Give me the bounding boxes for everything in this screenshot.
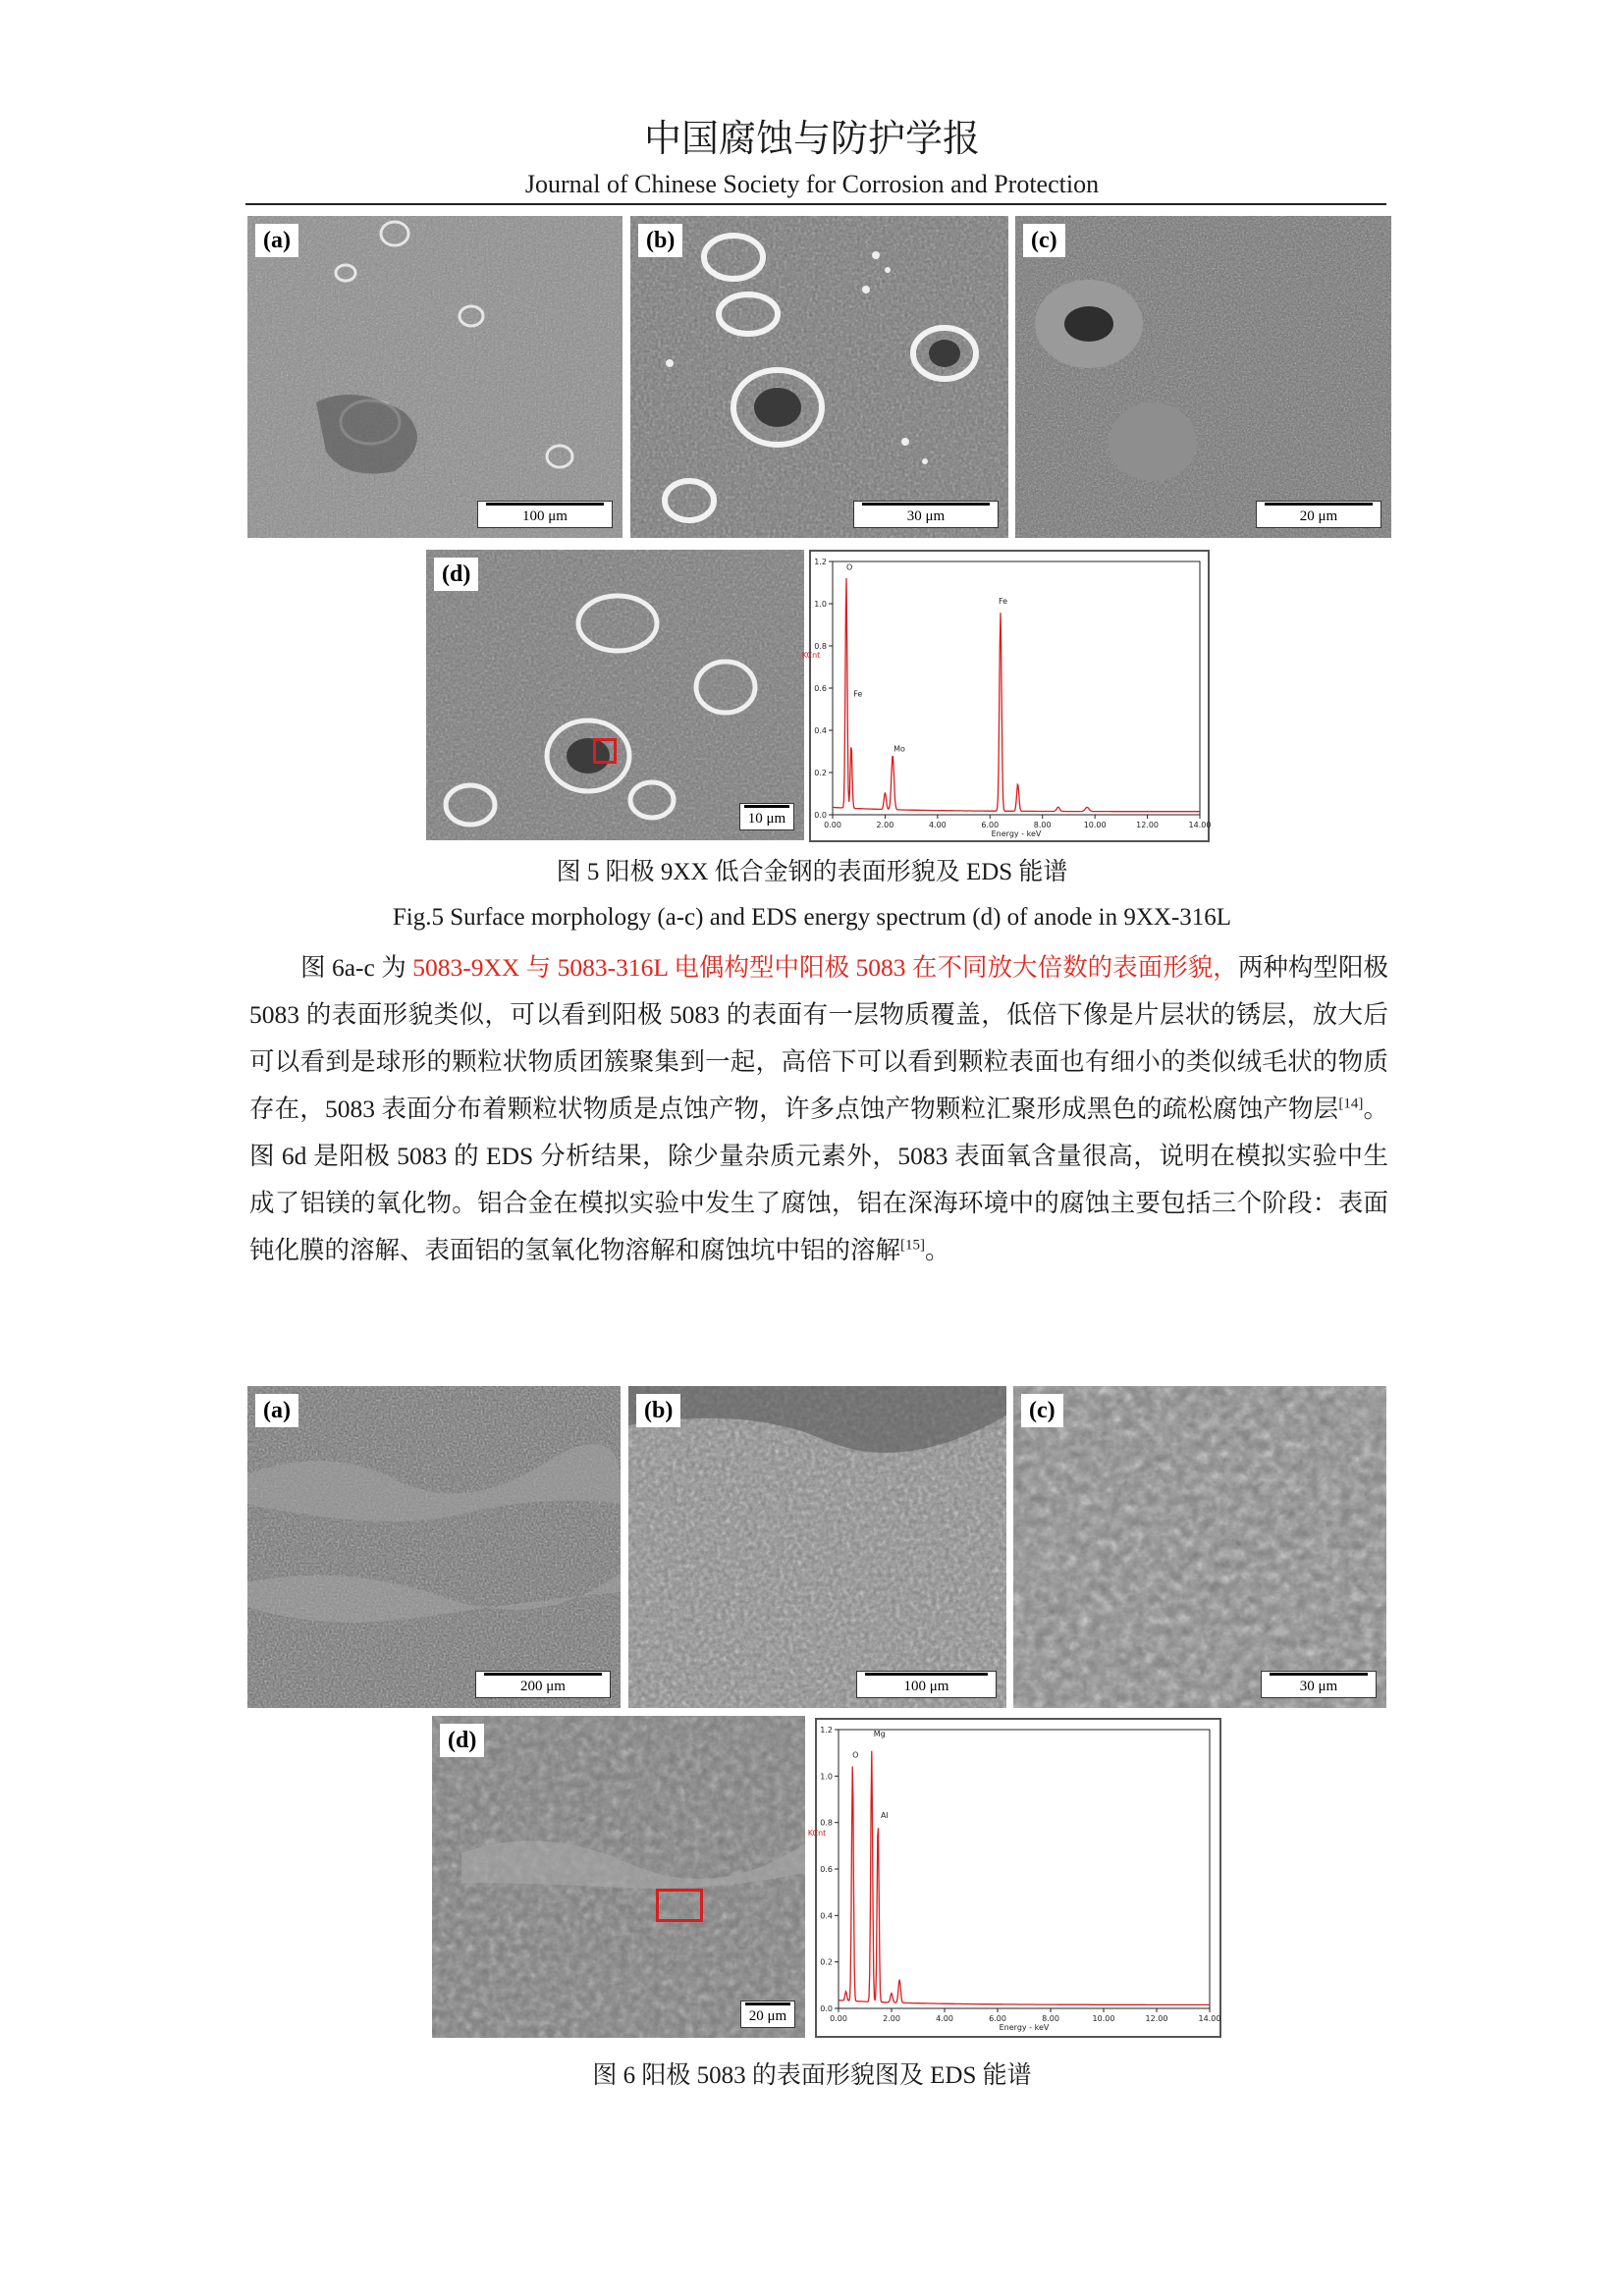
citation-14: [14] [1338,1095,1364,1112]
fig6-panel-b-scale-label: 100 μm [903,1679,949,1694]
fig6-eds-trace [839,1751,1210,2005]
fig6-eds-yaxis-label: KCnt [807,1828,827,1838]
fig6-eds-xtick-label: 12.00 [1145,2014,1168,2023]
fig6-panel-c-scale-label: 30 μm [1299,1679,1338,1694]
fig6-panel-a-tag: (a) [255,1394,298,1427]
fig6-panel-b-tag: (b) [636,1394,680,1427]
fig5-panel-b-scalebar [853,501,999,528]
fig5-eds-trace [833,578,1200,812]
fig6-eds-plot [807,1720,1221,2036]
fig5-eds-xtick-label: 12.00 [1136,821,1160,829]
fig5-eds-xaxis-label: Energy - keV [991,829,1042,838]
fig5-eds-xtick-label: 8.00 [1033,821,1052,829]
paragraph-part3: 。 [925,1236,950,1264]
fig6-panel-a [247,1386,621,1708]
fig6-caption-cn: 图 6 阳极 5083 的表面形貌图及 EDS 能谱 [592,2062,1032,2089]
body-paragraph [249,944,1388,1274]
fig6-eds-ytick-label: 0.6 [820,1865,833,1874]
fig5-caption-cn: 图 5 阳极 9XX 低合金钢的表面形貌及 EDS 能谱 [556,859,1068,885]
fig5-eds-xtick-label: 0.00 [824,821,841,829]
fig6-panel-c [1013,1386,1386,1708]
fig6-panel-a-scale-label: 200 μm [520,1679,566,1694]
header-rule [245,203,1386,205]
fig6-panel-d-tag: (d) [440,1724,484,1757]
fig5-panel-a-scale-label: 100 μm [522,508,568,524]
fig6-panel-d [432,1716,805,2038]
fig5-panel-d-scale-label: 10 μm [747,811,786,827]
paragraph-part2: 。图 6d 是阳极 5083 的 EDS 分析结果，除少量杂质元素外，5083 表面氧含量很高，说明在模拟实验中生成了铝镁的氧化物。铝合金在模拟实验中发生了腐蚀，铝在深海环境中的腐蚀主要包括三个阶段：表面钝化膜的溶解、表面铝的氢氧化物溶解和腐蚀坑中铝的溶解 [249,1095,1388,1264]
fig5-panel-c-scalebar [1256,501,1381,528]
fig6-eds-ytick-label: 0.4 [820,1911,833,1921]
fig5-eds-xtick-label: 6.00 [981,821,1000,829]
fig5-eds-ytick-label: 0.8 [814,642,827,651]
fig5-panel-c [1015,216,1391,538]
fig6-eds-xtick-label: 10.00 [1092,2014,1115,2023]
fig6-eds-spectrum [807,1718,1221,2038]
fig5-eds-ytick-label: 0.6 [814,684,827,693]
fig5-panel-d-scalebar [739,803,794,830]
fig5-panel-b-tag: (b) [638,224,682,257]
fig5-eds-peak-label: Fe [998,597,1008,606]
fig5-eds-region-marker [593,738,617,764]
fig5-panel-b [630,216,1008,538]
fig5-eds-xtick-label: 2.00 [876,821,894,829]
fig6-eds-ytick-label: 0.8 [820,1818,833,1828]
fig5-panel-b-scale-label: 30 μm [906,508,946,524]
fig5-eds-ytick-label: 0.2 [814,769,827,777]
fig6-eds-xaxis-label: Energy - keV [999,2023,1050,2032]
citation-15: [15] [900,1237,926,1254]
fig5-eds-axes-frame [833,561,1200,815]
fig6-eds-axes-frame [839,1730,1210,2008]
fig6-eds-ytick-label: 0.0 [820,2004,833,2013]
fig5-eds-ytick-label: 1.2 [814,558,827,566]
fig6-eds-ytick-label: 1.2 [820,1726,833,1735]
fig6-eds-xtick-label: 8.00 [1042,2014,1059,2023]
fig6-eds-xtick-label: 0.00 [830,2014,847,2023]
fig6-eds-ytick-label: 0.2 [820,1957,833,1967]
fig5-eds-ytick-label: 0.4 [814,726,827,735]
fig5-eds-plot [801,552,1212,840]
fig5-panel-d-tag: (d) [434,558,478,591]
fig5-eds-peak-label: Mo [893,744,905,754]
fig6-panel-b-scalebar [856,1671,997,1698]
fig5-eds-peak-label: Fe [853,689,863,699]
fig6-eds-xtick-label: 6.00 [989,2014,1006,2023]
fig6-eds-peak-label: Mg [873,1730,886,1739]
fig6-eds-xtick-label: 2.00 [883,2014,900,2023]
fig5-caption-en: Fig.5 Surface morphology (a-c) and EDS energy spectrum (d) of anode in 9XX-316L [392,904,1232,931]
paragraph-lead: 图 6a-c 为 [300,953,413,982]
fig5-eds-xtick-label: 14.00 [1188,821,1212,829]
fig5-eds-spectrum [801,550,1212,842]
fig6-eds-xtick-label: 4.00 [936,2014,953,2023]
fig5-panel-d [426,550,804,840]
fig6-panel-d-scalebar [740,2001,795,2028]
fig5-eds-peak-label: O [846,562,853,572]
fig6-eds-peak-label: O [852,1750,859,1760]
fig5-eds-ytick-label: 0.0 [814,811,827,820]
fig6-eds-region-marker [656,1889,703,1922]
fig5-panel-a [247,216,623,538]
fig5-panel-c-tag: (c) [1023,224,1065,257]
fig5-eds-ytick-label: 1.0 [814,600,827,609]
fig6-panel-b [628,1386,1006,1708]
fig6-eds-xtick-label: 14.00 [1198,2014,1221,2023]
fig5-panel-a-scalebar [477,501,613,528]
fig6-panel-d-scale-label: 20 μm [748,2008,787,2024]
journal-title-cn: 中国腐蚀与防护学报 [643,119,980,160]
paragraph-highlight: 5083-9XX 与 5083-316L 电偶构型中阳极 5083 在不同放大倍数的表面形貌， [412,953,1238,982]
fig5-eds-yaxis-label: KCnt [801,651,821,661]
fig5-panel-a-tag: (a) [255,224,298,257]
fig6-panel-c-tag: (c) [1021,1394,1063,1427]
fig6-eds-peak-label: Al [881,1810,889,1820]
fig6-panel-a-scalebar [475,1671,611,1698]
fig5-eds-xtick-label: 10.00 [1083,821,1107,829]
fig5-eds-xtick-label: 4.00 [928,821,947,829]
journal-title-en: Journal of Chinese Society for Corrosion and Protection [524,170,1100,198]
fig5-panel-c-scale-label: 20 μm [1299,508,1338,524]
fig6-eds-ytick-label: 1.0 [820,1772,833,1782]
paragraph-part1: 两种构型阳极 5083 的表面形貌类似，可以看到阳极 5083 的表面有一层物质覆盖，低倍下像是片层状的锈层，放大后可以看到是球形的颗粒状物质团簇聚集到一起，高倍下可以看到颗粒表面也有细小的类似绒毛状的物质存在，5083 表面分布着颗粒状物质是点蚀产物，许多点蚀产物颗粒汇聚形成黑色的疏松腐蚀产物层 [249,953,1388,1123]
fig6-panel-c-scalebar [1261,1671,1377,1698]
